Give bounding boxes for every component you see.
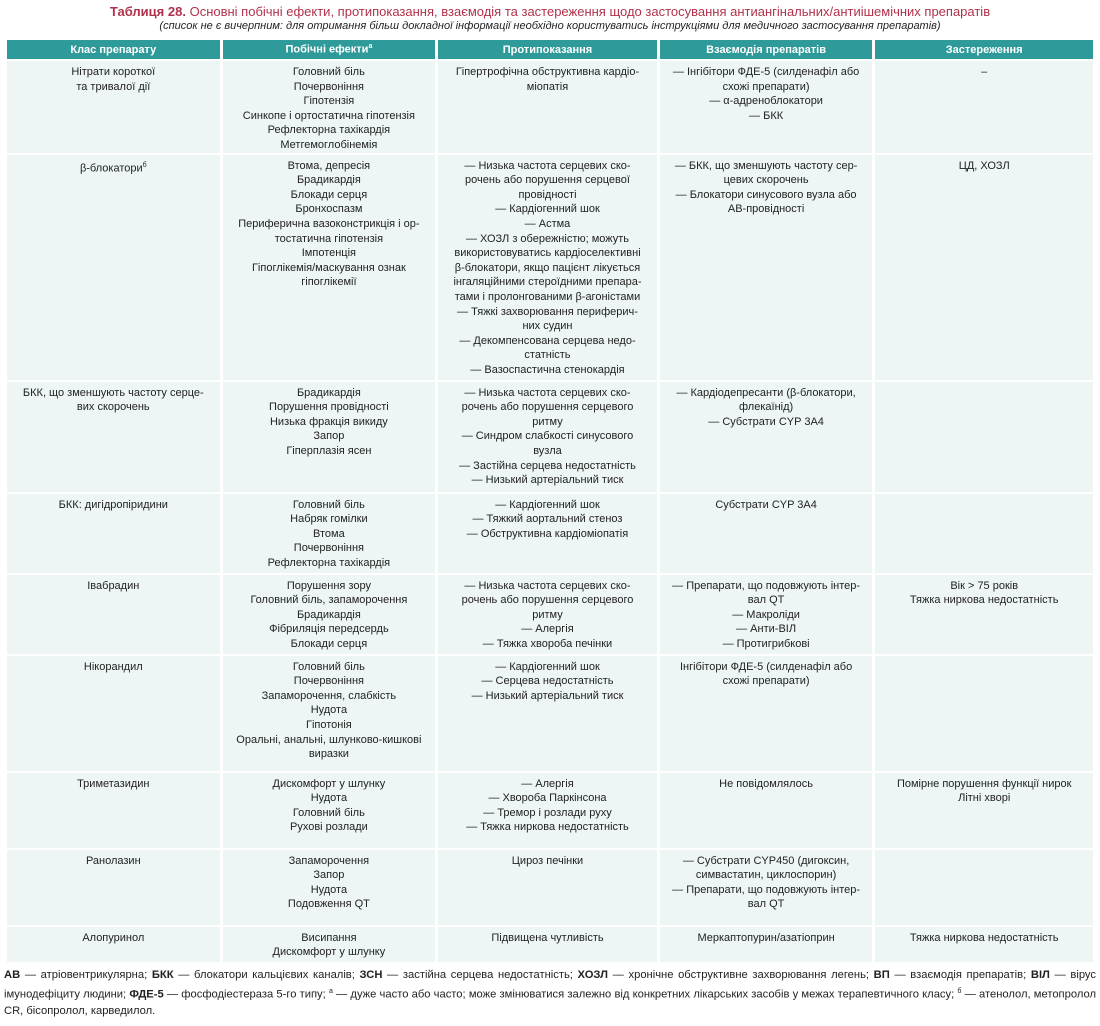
table-row — [7, 494, 1093, 573]
cell-line: Гіпертрофічна обструктивна кардіо- — [455, 66, 640, 78]
contraindications-cell — [438, 61, 657, 153]
drug-table — [4, 38, 1096, 964]
cell-line: Алопуринол — [82, 931, 145, 944]
drug-class-cell — [7, 155, 220, 380]
cell-line: Головний біль — [292, 660, 365, 673]
cell-line: вал QT — [747, 594, 785, 607]
contraindications-cell — [438, 773, 657, 848]
cell-line: — Низький артеріальний тиск — [471, 474, 624, 487]
cell-line: Нудота — [310, 792, 348, 805]
cell-line: ЦД, ХОЗЛ — [958, 159, 1010, 172]
cell-line: флекаїнід) — [739, 401, 794, 414]
cell-line: Нікорандил — [83, 660, 143, 673]
interactions-cell — [660, 575, 873, 654]
cell-line: — Хвороба Паркінсона — [488, 792, 607, 805]
interactions-cell — [660, 61, 873, 153]
cell-line: — Низький артеріальний тиск — [471, 689, 624, 702]
cell-line: Нітрати короткої — [71, 66, 156, 78]
cell-line: ритму — [532, 415, 563, 428]
cautions-cell — [875, 850, 1093, 925]
cell-line: — БКК, що зменшують частоту сер- — [674, 159, 858, 172]
side-effects-cell — [223, 382, 436, 492]
cell-line: схожі препарати) — [722, 675, 810, 688]
cell-line: — Застійна серцева недостатність — [459, 459, 636, 472]
footnote-text: — вірус імунодефіциту людини; — [4, 969, 1096, 1001]
cell-line: Рухові розлади — [289, 821, 368, 834]
cell-line: схожі препарати) — [722, 80, 810, 93]
interactions-cell — [660, 382, 873, 492]
cell-line: Рефлекторна тахікардія — [267, 124, 391, 137]
footnote-abbrev: АВ — [4, 969, 21, 981]
header-drug-class: Клас препарату — [7, 40, 220, 59]
cell-line: Почервоніння — [293, 675, 364, 688]
cell-line: — ХОЗЛ з обережністю; можуть — [465, 232, 630, 245]
side-effects-cell — [223, 155, 436, 380]
cell-line: — Низька частота серцевих ско- — [464, 579, 631, 592]
cell-line: — Субстрати CYP450 (дигоксин, — [682, 854, 850, 867]
cell-line: Івабрадин — [87, 579, 140, 592]
cell-line: Запор — [313, 430, 345, 443]
footnote-abbrev: ЗСН — [359, 969, 383, 981]
cell-line: Тяжка ниркова недостатність — [909, 931, 1059, 944]
contraindications-cell — [438, 850, 657, 925]
cell-line: — Астма — [524, 217, 571, 230]
cell-line: Блокади серця — [290, 188, 368, 201]
caption-label: Таблиця 28. — [109, 4, 186, 19]
cell-line: Субстрати CYP 3A4 — [715, 498, 817, 511]
contraindications-cell — [438, 494, 657, 573]
interactions-cell — [660, 494, 873, 573]
interactions-cell — [660, 850, 873, 925]
caption-title: Основні побічні ефекти, протипоказання, взаємодія та застереження щодо застосування антиангінальних/антиішемічних препаратів — [189, 4, 991, 19]
cell-line: Меркаптопурин/азатіоприн — [697, 931, 835, 944]
cell-line: Помірне порушення функції нирок — [896, 777, 1072, 790]
footnote-abbrev: ХОЗЛ — [577, 969, 609, 981]
contraindications-cell — [438, 382, 657, 492]
cell-line: Головний біль — [292, 66, 365, 78]
cell-line: β-блокатори, якщо пацієнт лікується — [454, 261, 641, 274]
cell-line: — Препарати, що подовжують інтер- — [672, 883, 861, 896]
cell-line: — Алергія — [521, 623, 574, 636]
table-row — [7, 155, 1093, 380]
cell-line: Втома, депресія — [287, 159, 371, 172]
header-side-effects-label: Побічні ефекти — [285, 43, 369, 56]
cell-line: Вік > 75 років — [950, 579, 1019, 592]
cell-line: Брадикардія — [296, 608, 361, 621]
cell-line: — Алергія — [521, 777, 574, 790]
interactions-cell — [660, 155, 873, 380]
table-row — [7, 773, 1093, 848]
contraindications-cell — [438, 575, 657, 654]
side-effects-cell — [223, 850, 436, 925]
cell-line: Брадикардія — [296, 174, 361, 187]
cell-line: — Кардіогенний шок — [495, 498, 600, 511]
cell-line: Гіпотонія — [306, 718, 352, 731]
cell-text: β-блокатори — [79, 162, 143, 175]
drug-class-cell — [7, 656, 220, 771]
cell-line: Порушення зору — [286, 579, 371, 592]
cautions-cell — [875, 494, 1093, 573]
cell-line: тостатична гіпотензія — [274, 232, 384, 245]
contraindications-cell — [438, 656, 657, 771]
cell-line: Фібриляція передсердь — [269, 623, 389, 636]
cell-line: Почервоніння — [293, 80, 364, 93]
drug-class-cell — [7, 927, 220, 962]
footnote-text: — фосфодіестераза 5-го типу; — [163, 988, 329, 1001]
cautions-cell — [875, 656, 1093, 771]
interactions-cell — [660, 773, 873, 848]
cell-line: — Серцева недостатність — [481, 675, 614, 688]
cell-line: — Інгібітори ФДЕ-5 (силденафіл або — [672, 66, 860, 78]
cell-line: — Препарати, що подовжують інтер- — [672, 579, 861, 592]
cell-line: Набряк гомілки — [290, 513, 368, 526]
cell-line: гіпоглікемії — [301, 276, 357, 289]
cell-line: — Субстрати CYP 3A4 — [708, 415, 824, 428]
cell-line: Підвищена чутливість — [491, 931, 604, 944]
cell-line: АВ-провідності — [727, 203, 805, 216]
cell-line: Почервоніння — [293, 542, 364, 555]
table-row — [7, 575, 1093, 654]
table-body — [7, 61, 1093, 962]
cell-line: БКК, що зменшують частоту серце- — [22, 386, 204, 399]
cell-line: Головний біль, запаморочення — [250, 594, 408, 607]
cell-line: тами і пролонгованими β-агоністами — [454, 290, 641, 303]
cell-line: — Блокатори синусового вузла або — [675, 188, 857, 201]
cell-line: міопатія — [526, 80, 569, 93]
drug-class-cell — [7, 575, 220, 654]
cell-line: — Вазоспастична стенокардія — [470, 363, 625, 376]
cell-line: Головний біль — [292, 806, 365, 819]
contraindications-cell — [438, 155, 657, 380]
cell-line: Імпотенція — [301, 247, 357, 260]
footnote-abbrev: ВП — [873, 969, 890, 981]
cell-line: Рефлекторна тахікардія — [267, 556, 391, 569]
contraindications-cell — [438, 927, 657, 962]
footnote-text: — взаємодія препаратів; — [889, 969, 1031, 981]
side-effects-cell — [223, 773, 436, 848]
cell-line: — Тяжкі захворювання периферич- — [457, 305, 638, 318]
drug-class-cell — [7, 773, 220, 848]
cell-line: — Протигрибкові — [722, 637, 810, 650]
cell-line: — Тяжкий аортальний стеноз — [472, 513, 623, 526]
footnote-mark: б — [957, 987, 962, 995]
cell-line: Гіпотензія — [303, 95, 355, 108]
cell-line: рочень або порушення серцевої — [465, 174, 630, 187]
cell-line: Подовження QT — [287, 898, 370, 911]
footnote-abbrev: ФДЕ-5 — [129, 988, 164, 1001]
cell-line: — Тремор і розлади руху — [483, 806, 612, 819]
footnote-abbrev: ВІЛ — [1030, 969, 1050, 981]
table-row — [7, 850, 1093, 925]
cell-line: Висипання — [301, 931, 357, 944]
footnote-text: — хронічне обструктивне захворювання легень; — [608, 969, 874, 981]
cell-line: — Кардіогенний шок — [495, 203, 600, 216]
side-effects-cell — [223, 656, 436, 771]
cell-line: Цироз печінки — [511, 854, 584, 867]
cell-line: Дискомфорт у шлунку — [272, 777, 386, 790]
cell-line: статність — [524, 349, 571, 362]
cell-line: Літні хворі — [958, 792, 1011, 805]
cell-line: вузла — [533, 444, 562, 457]
cell-line: виразки — [308, 748, 349, 761]
cell-line: Не повідомлялось — [719, 777, 814, 790]
cell-line: — Тяжка хвороба печінки — [482, 637, 613, 650]
drug-class-cell — [7, 382, 220, 492]
drug-class-cell — [7, 494, 220, 573]
cell-line: ритму — [532, 608, 563, 621]
footnote-abbrev: БКК — [151, 969, 174, 981]
cautions-cell — [875, 155, 1093, 380]
side-effects-cell — [223, 61, 436, 153]
cell-line: — Низька частота серцевих ско- — [464, 159, 631, 172]
cell-line: вал QT — [747, 898, 785, 911]
footnote-text: — атенолол, метопролол CR, бісопролол, карведилол. — [4, 988, 1096, 1017]
cell-line: рочень або порушення серцевого — [461, 594, 634, 607]
cell-line: Ранолазин — [85, 854, 141, 867]
drug-class-cell — [7, 61, 220, 153]
cautions-cell — [875, 61, 1093, 153]
cell-line: вих скорочень — [76, 401, 150, 414]
cell-line: Втома — [313, 527, 345, 540]
cell-line: Головний біль — [292, 498, 365, 511]
cell-line: Низька фракція викиду — [269, 415, 388, 428]
cell-line: — α-адреноблокатори — [709, 95, 823, 108]
header-side-effects — [223, 40, 436, 59]
cell-line: Тяжка ниркова недостатність — [909, 594, 1059, 607]
interactions-cell — [660, 927, 873, 962]
cell-line: — Низька частота серцевих ско- — [464, 386, 631, 399]
cell-line: — Кардіогенний шок — [495, 660, 600, 673]
cell-line: Брадикардія — [296, 386, 361, 399]
cell-line: Запор — [313, 869, 345, 882]
cell-line: — Тяжка ниркова недостатність — [466, 821, 629, 834]
cell-line: Дискомфорт у шлунку — [272, 946, 386, 959]
cell-line: використовуватись кардіоселективні — [454, 247, 641, 260]
caption-subtitle: (список не є вичерпним: для отримання більш докладної інформації необхідно користуватись інструкціями для медичного застосування препаратів) — [159, 20, 941, 32]
footnote-text: — застійна серцева недостатність; — [382, 969, 578, 981]
table-row — [7, 61, 1093, 153]
table-row — [7, 382, 1093, 492]
cell-line: Метгемоглобінемія — [280, 138, 378, 151]
cell-line: — Синдром слабкості синусового — [461, 430, 634, 443]
cautions-cell — [875, 575, 1093, 654]
cell-line: Периферична вазоконстрикція і ор- — [238, 217, 420, 230]
header-interactions: Взаємодія препаратів — [660, 40, 873, 59]
table-row — [7, 927, 1093, 962]
footnote-text: — дуже часто або часто; може змінюватися залежно від конкретних лікарських засобів у межах терапевтичного класу; — [332, 988, 958, 1001]
cell-line: Бронхоспазм — [295, 203, 363, 216]
header-cautions: Застереження — [875, 40, 1093, 59]
cell-line: та тривалої дії — [76, 80, 151, 93]
cautions-cell — [875, 773, 1093, 848]
cell-line: провідності — [518, 188, 577, 201]
cell-line: них судин — [522, 320, 573, 333]
footnote-mark: б — [142, 161, 147, 169]
cell-line: Нудота — [310, 883, 348, 896]
cell-line: цевих скорочень — [723, 174, 809, 187]
drug-class-cell — [7, 850, 220, 925]
cell-line: Запаморочення, слабкість — [261, 689, 397, 702]
cell-line: Оральні, анальні, шлунково-кишкові — [236, 733, 422, 746]
cell-line: інгаляційними стероїдними препара- — [453, 276, 642, 289]
table-row — [7, 656, 1093, 771]
cell-line: — Кардіодепресанти (β-блокатори, — [676, 386, 856, 399]
side-effects-cell — [223, 575, 436, 654]
table-header-row — [7, 40, 1093, 59]
cell-line: — Макроліди — [732, 608, 800, 621]
cell-line: — Обструктивна кардіоміопатія — [466, 527, 629, 540]
caption-line — [0, 4, 1100, 19]
footnote-mark: а — [328, 987, 333, 995]
cell-line — [13, 159, 214, 176]
cell-line: Блокади серця — [290, 637, 368, 650]
cell-line: БКК: дигідропіридини — [58, 498, 168, 511]
cell-line: симвастатин, циклоспорин) — [695, 869, 837, 882]
cell-line: Запаморочення — [288, 854, 370, 867]
cautions-cell — [875, 927, 1093, 962]
cautions-cell — [875, 382, 1093, 492]
cell-line: Порушення провідності — [269, 401, 389, 414]
cell-line: Нудота — [310, 704, 348, 717]
cell-line: – — [981, 66, 988, 78]
cell-line: Синкопе і ортостатична гіпотензія — [242, 109, 415, 122]
side-effects-cell — [223, 494, 436, 573]
cell-line: Інгібітори ФДЕ-5 (силденафіл або — [679, 660, 853, 673]
cell-line: Гіпоглікемія/маскування ознак — [251, 261, 406, 274]
footnote-text: — блокатори кальцієвих каналів; — [173, 969, 360, 981]
cell-line: Триметазидин — [77, 777, 150, 790]
cell-line: — Декомпенсована серцева недо- — [459, 334, 636, 347]
side-effects-cell — [223, 927, 436, 962]
header-footnote-mark: а — [368, 43, 373, 51]
cell-line: Гіперплазія ясен — [286, 444, 372, 457]
interactions-cell — [660, 656, 873, 771]
cell-line: — Анти-ВІЛ — [736, 623, 797, 636]
cell-line: — БКК — [749, 109, 784, 122]
cell-line: рочень або порушення серцевого — [461, 401, 634, 414]
footnote-text: — атріовентрикулярна; — [20, 969, 152, 981]
header-contraindications: Протипоказання — [438, 40, 657, 59]
table-caption — [0, 0, 1100, 34]
footnote — [4, 967, 1096, 1019]
